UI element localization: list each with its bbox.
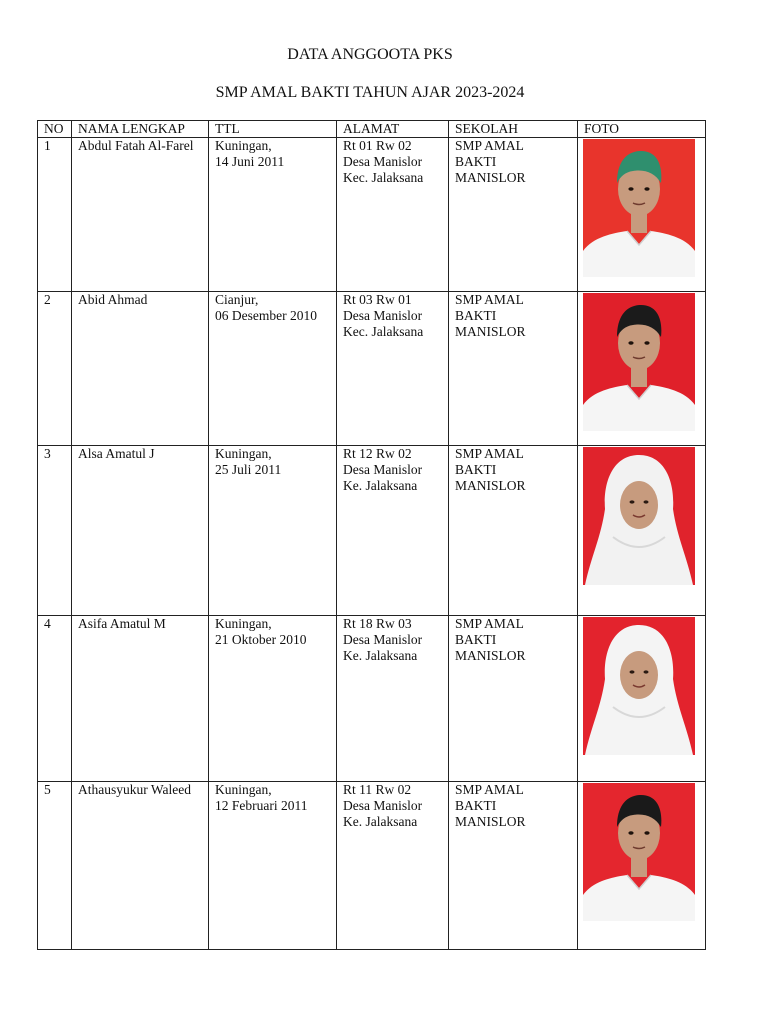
cell-sekolah-line: SMP AMAL [455, 138, 524, 153]
table-row [38, 782, 706, 950]
cell-nama-lengkap [72, 138, 209, 292]
cell-nama-lengkap-line: Alsa Amatul J [78, 446, 155, 461]
table-row [38, 292, 706, 446]
cell-no [38, 292, 72, 446]
cell-sekolah-line: SMP AMAL [455, 446, 524, 461]
cell-alamat-line: Ke. Jalaksana [343, 648, 418, 663]
cell-sekolah [449, 782, 578, 950]
cell-nama-lengkap-line: Abid Ahmad [78, 292, 148, 307]
cell-sekolah-line: MANISLOR [455, 648, 526, 663]
cell-alamat-line: Desa Manislor [343, 462, 423, 477]
cell-ttl-line: Kuningan, [215, 782, 272, 797]
cell-sekolah-line: MANISLOR [455, 324, 526, 339]
cell-nama-lengkap-line: Athausyukur Waleed [78, 782, 192, 797]
header-alamat: ALAMAT [337, 121, 449, 138]
student-photo [583, 783, 695, 921]
cell-no-line: 5 [44, 782, 51, 797]
cell-alamat [337, 138, 449, 292]
header-no: NO [38, 121, 72, 138]
cell-ttl [209, 782, 337, 950]
table-row [38, 138, 706, 292]
cell-alamat [337, 292, 449, 446]
table-header-row [38, 121, 706, 138]
cell-no [38, 616, 72, 782]
cell-sekolah-line: MANISLOR [455, 478, 526, 493]
cell-alamat [337, 782, 449, 950]
cell-alamat-line: Ke. Jalaksana [343, 478, 418, 493]
document-title: DATA ANGGOOTA PKS [287, 46, 453, 63]
cell-sekolah-line: MANISLOR [455, 814, 526, 829]
table-row [38, 446, 706, 616]
cell-nama-lengkap-line: Abdul Fatah Al-Farel [78, 138, 194, 153]
cell-alamat-line: Desa Manislor [343, 632, 423, 647]
cell-sekolah [449, 138, 578, 292]
cell-sekolah-line: BAKTI [455, 154, 497, 169]
cell-alamat-line: Rt 12 Rw 02 [343, 446, 412, 461]
cell-ttl [209, 616, 337, 782]
cell-alamat-line: Desa Manislor [343, 308, 423, 323]
cell-no [38, 446, 72, 616]
cell-foto [578, 782, 706, 950]
cell-alamat-line: Desa Manislor [343, 798, 423, 813]
cell-ttl-line: 12 Februari 2011 [215, 798, 308, 813]
cell-ttl-line: 06 Desember 2010 [215, 308, 317, 323]
cell-sekolah-line: SMP AMAL [455, 292, 524, 307]
cell-alamat-line: Kec. Jalaksana [343, 170, 424, 185]
cell-ttl [209, 292, 337, 446]
header-foto: FOTO [578, 121, 706, 138]
cell-ttl-line: Kuningan, [215, 616, 272, 631]
cell-sekolah [449, 616, 578, 782]
cell-ttl-line: Cianjur, [215, 292, 259, 307]
cell-ttl [209, 446, 337, 616]
cell-alamat-line: Rt 11 Rw 02 [343, 782, 412, 797]
members-table [37, 120, 706, 950]
cell-ttl-line: Kuningan, [215, 446, 272, 461]
student-photo [583, 293, 695, 431]
student-photo [583, 617, 695, 755]
cell-foto [578, 292, 706, 446]
cell-no [38, 782, 72, 950]
cell-foto [578, 446, 706, 616]
cell-sekolah [449, 446, 578, 616]
cell-alamat-line: Rt 03 Rw 01 [343, 292, 412, 307]
cell-sekolah-line: BAKTI [455, 798, 497, 813]
student-photo [583, 139, 695, 277]
header-nama-lengkap: NAMA LENGKAP [72, 121, 209, 138]
cell-sekolah-line: BAKTI [455, 308, 497, 323]
cell-ttl-line: 25 Juli 2011 [215, 462, 282, 477]
cell-alamat-line: Ke. Jalaksana [343, 814, 418, 829]
student-photo [583, 447, 695, 585]
cell-no-line: 4 [44, 616, 51, 631]
cell-nama-lengkap [72, 782, 209, 950]
table-row [38, 616, 706, 782]
cell-no-line: 1 [44, 138, 51, 153]
cell-alamat-line: Rt 01 Rw 02 [343, 138, 412, 153]
cell-no-line: 2 [44, 292, 51, 307]
cell-nama-lengkap [72, 292, 209, 446]
cell-nama-lengkap [72, 616, 209, 782]
cell-nama-lengkap-line: Asifa Amatul M [78, 616, 166, 631]
cell-no [38, 138, 72, 292]
cell-ttl-line: 21 Oktober 2010 [215, 632, 307, 647]
cell-alamat-line: Kec. Jalaksana [343, 324, 424, 339]
cell-nama-lengkap [72, 446, 209, 616]
cell-sekolah-line: MANISLOR [455, 170, 526, 185]
cell-ttl-line: Kuningan, [215, 138, 272, 153]
cell-ttl-line: 14 Juni 2011 [215, 154, 285, 169]
cell-sekolah-line: SMP AMAL [455, 782, 524, 797]
cell-ttl [209, 138, 337, 292]
table-body [38, 138, 706, 950]
cell-alamat-line: Rt 18 Rw 03 [343, 616, 412, 631]
document-subtitle: SMP AMAL BAKTI TAHUN AJAR 2023-2024 [215, 84, 525, 101]
cell-sekolah [449, 292, 578, 446]
cell-foto [578, 138, 706, 292]
cell-sekolah-line: SMP AMAL [455, 616, 524, 631]
cell-no-line: 3 [44, 446, 51, 461]
cell-alamat [337, 446, 449, 616]
cell-sekolah-line: BAKTI [455, 632, 497, 647]
header-sekolah: SEKOLAH [449, 121, 578, 138]
header-ttl: TTL [209, 121, 337, 138]
cell-alamat-line: Desa Manislor [343, 154, 423, 169]
cell-sekolah-line: BAKTI [455, 462, 497, 477]
cell-foto [578, 616, 706, 782]
cell-alamat [337, 616, 449, 782]
